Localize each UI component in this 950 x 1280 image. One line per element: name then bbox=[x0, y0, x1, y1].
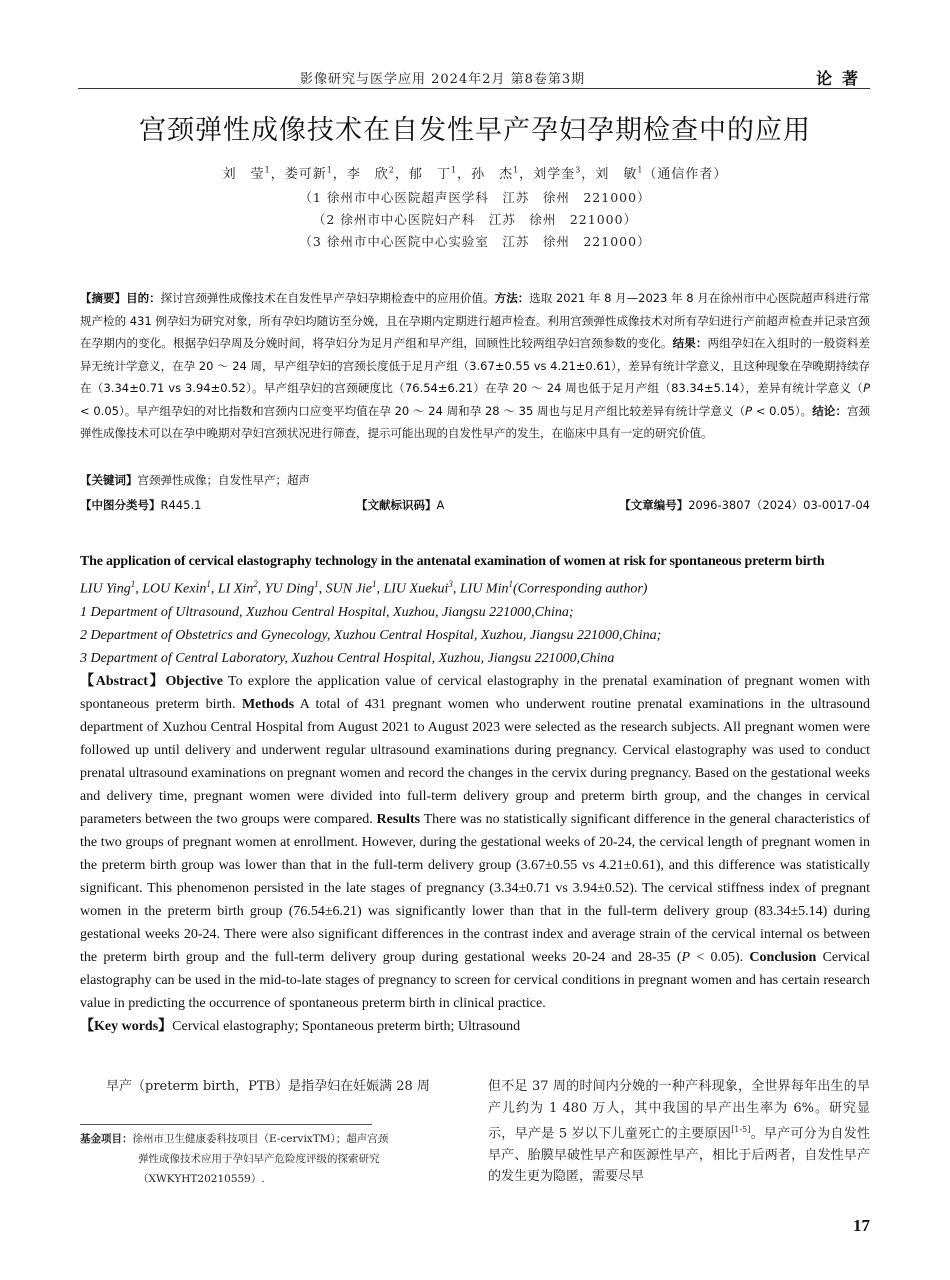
clc-number bbox=[80, 497, 201, 513]
objective-label: 目的： bbox=[126, 291, 161, 305]
results-label: Results bbox=[376, 811, 421, 827]
results-text: There was no statistically significant difference in the general characteristics of the two groups of pregnant women at enrollment. However, during the gestational weeks of 20-24, the cervical length of pregnant women in the preterm birth group was lower than that in the full-term delivery group (3.67±0.55 vs 4.21±0.61), and this difference was statistically significant. This phenomenon persisted in the late stages of pregnancy (3.34±0.71 vs 3.94±0.52). The cervical stiffness index of pregnant women in the preterm birth group (76.54±6.21) was significantly lower than that in the full-term delivery group (83.34±5.14) during gestational weeks 20-24. There were also significant differences in the contrast index and average strain of the cervical internal os between the preterm birth group and the full-term delivery group during gestational weeks 20-24 and 28-35 ( bbox=[80, 811, 870, 965]
english-affiliation-2: 2 Department of Obstetrics and Gynecology, Xuzhou Central Hospital, Xuzhou, Jiangsu 221000,China; bbox=[80, 627, 662, 643]
objective-text: 探讨宫颈弹性成像技术在自发性早产孕妇孕期检查中的应用价值。 bbox=[160, 291, 495, 305]
funding-text: 徐州市卫生健康委科技项目（E-cervixTM）；超声宫颈 bbox=[132, 1133, 389, 1145]
methods-text: A total of 431 pregnant women who underwent routine prenatal examinations in the ultrasound department of Xuzhou Central Hospital from August 2021 to August 2023 were selected as the research subjects. All pregnant women were followed up until delivery and underwent regular ultrasound examinations during pregnancy. Cervical elastography was used to conduct prenatal ultrasound examinations on pregnant women and record the changes in the cervix during pregnancy. Based on the gestational weeks and delivery time, pregnant women were divided into full-term delivery group and preterm birth group, and the changes in cervical parameters between the two groups were compared. bbox=[80, 696, 871, 827]
p-symbol: P bbox=[745, 403, 753, 418]
funding-footnote bbox=[80, 1129, 462, 1189]
author: LIU Ying bbox=[80, 581, 131, 597]
author-affil-marker: 1 bbox=[513, 165, 520, 175]
header-rule bbox=[78, 88, 870, 89]
results-text: < 0.05）。 bbox=[752, 403, 813, 418]
english-affiliation-3: 3 Department of Central Laboratory, Xuzhou Central Hospital, Xuzhou, Jiangsu 221000,China bbox=[80, 650, 615, 666]
affiliation-3: （3 徐州市中心医院中心实验室 江苏 徐州 221000） bbox=[299, 234, 651, 249]
chinese-abstract bbox=[80, 287, 870, 445]
article-value: 2096-3807（2024）03-0017-04 bbox=[688, 498, 870, 512]
author: 李 欣 bbox=[346, 167, 389, 182]
english-keywords bbox=[80, 1015, 870, 1038]
author: LIU Xuekui bbox=[383, 581, 449, 597]
corresponding-note: （通信作者） bbox=[643, 167, 728, 182]
author-affil-marker: 2 bbox=[388, 165, 395, 175]
author-affil-marker: 2 bbox=[253, 579, 258, 589]
keywords-text: 宫颈弹性成像；自发性早产；超声 bbox=[137, 473, 310, 487]
author-list: 刘 莹$^1$，娄可新$^1$，李 欣$^2$，郁 丁$^1$，孙 杰$^1$，刘学奎$^3$，刘 敏$^1$（通信作者） bbox=[222, 165, 728, 182]
footnote-rule bbox=[80, 1124, 372, 1125]
conclusion-text: 宫颈弹性成像技术可以在孕中晚期对孕妇宫颈状况进行筛查，提示可能出现的自发性早产的发生，在临床中具有一定的研究价值。 bbox=[80, 403, 871, 440]
abstract-label: 【摘要】 bbox=[80, 291, 127, 305]
results-text: 两组孕妇在入组时的一般资料差异无统计学意义，在孕 20 ～ 24 周，早产组孕妇的宫颈长度低于足月产组（3.67±0.55 vs 4.21±0.61），差异有统计学意义，且这种现象在孕晚期持续存在（3.34±0.71 vs 3.94±0.52）。早产组孕妇的宫颈硬度比（76.54±6.21）在孕 20 ～ 24 周也低于足月产组（83.34±5.14），差异有统计学意义（ bbox=[80, 336, 871, 395]
author-affil-marker: 3 bbox=[448, 579, 453, 589]
methods-label: Methods bbox=[241, 696, 295, 712]
author-affil-marker: 1 bbox=[326, 165, 333, 175]
p-symbol: P bbox=[863, 381, 870, 395]
body-text: 。早产可分为自发性早产、胎膜早破性早产和医源性早产，相比于后两者，自发性早产的发生更为隐匿，需要尽早 bbox=[488, 1126, 870, 1185]
author: LI Xin bbox=[217, 581, 254, 597]
author: 郁 丁 bbox=[408, 167, 451, 182]
funding-text: 弹性成像技术应用于孕妇早产危险度评级的探索研究 bbox=[138, 1153, 380, 1165]
affiliation-1: （1 徐州市中心医院超声医学科 江苏 徐州 221000） bbox=[299, 190, 651, 205]
keywords-label: 【Key words】 bbox=[80, 1018, 173, 1034]
conclusion-text: Cervical elastography can be used in the mid-to-late stages of pregnancy to screen for cervical conditions in pregnant women and has certain research value in predicting the occurrence of spontaneous preterm birth in clinical practice. bbox=[80, 949, 871, 1011]
author: 刘 莹 bbox=[222, 167, 265, 182]
corresponding-note: (Corresponding author) bbox=[513, 581, 648, 597]
article-number bbox=[619, 497, 870, 513]
affiliation-2: （2 徐州市中心医院妇产科 江苏 徐州 221000） bbox=[312, 212, 638, 227]
author: 刘学奎 bbox=[533, 167, 576, 182]
conclusion-label: Conclusion bbox=[749, 949, 817, 965]
clc-value: R445.1 bbox=[160, 498, 202, 512]
funding-text: （XWKYHT20210559）. bbox=[138, 1173, 265, 1185]
objective-label: Objective bbox=[165, 673, 223, 689]
author-affil-marker: 1 bbox=[314, 579, 319, 589]
author: 娄可新 bbox=[284, 167, 327, 182]
author-affil-marker: 1 bbox=[371, 579, 377, 589]
conclusion-label: 结论： bbox=[812, 403, 847, 418]
objective-text: To explore the application value of cervical elastography in the prenatal examination of pregnant women with spontaneous preterm birth. bbox=[80, 673, 870, 712]
running-header-journal: 影像研究与医学应用 2024年2月 第8卷第3期 bbox=[300, 72, 586, 87]
english-abstract bbox=[80, 670, 870, 1015]
article-title: 宫颈弹性成像技术在自发性早产孕妇孕期检查中的应用 bbox=[139, 115, 811, 146]
chinese-keywords bbox=[80, 472, 870, 488]
results-text: < 0.05). bbox=[690, 949, 750, 965]
body-right-column bbox=[488, 1076, 870, 1188]
english-abstract-block bbox=[80, 550, 870, 1038]
author-affil-marker: 1 bbox=[264, 165, 271, 175]
author: SUN Jie bbox=[325, 581, 372, 597]
doc-label: 【文献标识码】 bbox=[356, 498, 437, 512]
body-text: 但不足 37 周的时间内分娩的一种产科现象，全世界每年出生的早产儿约为 1 480 万人，其中我国的早产出生率为 6%。研究显示，早产是 5 岁以下儿童死亡的主要原因 bbox=[488, 1079, 870, 1142]
author: 刘 敏 bbox=[595, 167, 638, 182]
document-code bbox=[356, 497, 444, 513]
methods-label: 方法： bbox=[494, 291, 530, 305]
abstract-label: 【Abstract】 bbox=[80, 673, 166, 689]
article-label: 【文章编号】 bbox=[619, 498, 689, 512]
author-affil-marker: 3 bbox=[575, 165, 582, 175]
results-label: 结果： bbox=[672, 336, 708, 350]
author-affil-marker: 1 bbox=[206, 579, 211, 589]
author: 孙 杰 bbox=[471, 167, 514, 182]
keywords-text: Cervical elastography; Spontaneous preterm birth; Ultrasound bbox=[172, 1018, 521, 1034]
page-number: 17 bbox=[853, 1216, 870, 1235]
running-header-section: 论著 bbox=[815, 69, 868, 88]
author-affil-marker: 1 bbox=[508, 579, 513, 589]
english-authors: LIU Ying$^1$, LOU Kexin$^1$, LI Xin$^2$, YU Ding$^1$, SUN Jie$^1$, LIU Xuekui$^3$, LIU Min$^1$(Corresponding author) bbox=[80, 579, 648, 597]
author: LOU Kexin bbox=[142, 581, 207, 597]
author: LIU Min bbox=[459, 581, 509, 597]
author-affil-marker: 1 bbox=[450, 165, 458, 175]
methods-text: 选取 2021 年 8 月—2023 年 8 月在徐州市中心医院超声科进行常规产检的 431 例孕妇为研究对象，所有孕妇均随访至分娩，且在孕期内定期进行超声检查。利用宫颈弹性成像技术对所有孕妇进行产前超声检查并记录宫颈在孕期内的变化。根据孕妇孕周及分娩时间，将孕妇分为足月产组和早产组，回顾性比较两组孕妇宫颈参数的变化。 bbox=[80, 291, 871, 350]
results-text: < 0.05）。早产组孕妇的对比指数和宫颈内口应变平均值在孕 20 ～ 24 周和孕 28 ～ 35 周也与足月产组比较差异有统计学意义（ bbox=[80, 403, 746, 418]
body-left-column bbox=[80, 1076, 462, 1097]
author-affil-marker: 1 bbox=[637, 165, 644, 175]
keywords-label: 【关键词】 bbox=[80, 473, 138, 487]
english-affiliation-1: 1 Department of Ultrasound, Xuzhou Central Hospital, Xuzhou, Jiangsu 221000,China; bbox=[80, 604, 574, 620]
clc-label: 【中图分类号】 bbox=[80, 498, 161, 512]
doc-value: A bbox=[436, 498, 445, 512]
p-symbol: P bbox=[681, 949, 691, 965]
author: YU Ding bbox=[264, 581, 315, 597]
english-title: The application of cervical elastography technology in the antenatal examination of women at risk for spontaneous preterm birth bbox=[80, 554, 825, 569]
body-paragraph: 早产（preterm birth，PTB）是指孕妇在妊娠满 28 周 bbox=[106, 1079, 430, 1094]
author-affil-marker: 1 bbox=[130, 579, 136, 589]
funding-label: 基金项目： bbox=[80, 1133, 133, 1145]
citation-ref: [1-5] bbox=[731, 1125, 751, 1134]
